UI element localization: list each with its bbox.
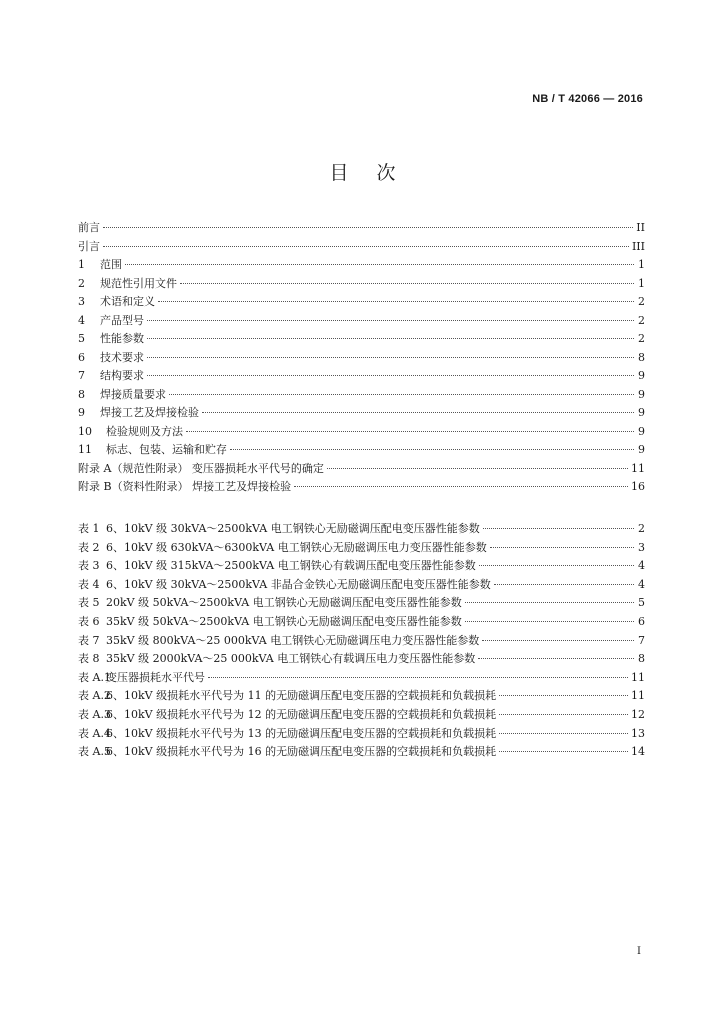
toc-entry-number: 5 <box>78 332 85 345</box>
toc-entry-page: 9 <box>638 406 645 419</box>
toc-entry-page: 1 <box>638 276 645 290</box>
dot-leader <box>230 449 634 450</box>
toc-entry-number: 表 A.3 <box>78 707 111 721</box>
toc-entry-title: 6、10kV 级 315kVA～2500kVA 电工钢铁心有载调压配电变压器性能参数 <box>106 559 476 573</box>
toc-entry-title: 6、10kV 级损耗水平代号为 16 的无励磁调压配电变压器的空载损耗和负载损耗 <box>106 745 497 759</box>
dot-leader <box>186 431 634 432</box>
toc-entry-title: 规范性引用文件 <box>100 276 177 290</box>
toc-entry-number: 11 <box>78 443 92 456</box>
toc-entry-title: 6、10kV 级 30kVA～2500kVA 电工钢铁心无励磁调压配电变压器性能参数 <box>106 522 480 535</box>
toc-entry-section-5[interactable] <box>78 330 645 349</box>
toc-entry-number: 9 <box>78 406 85 419</box>
toc-entry-number: 10 <box>78 424 92 438</box>
toc-entry-page: 11 <box>631 670 645 684</box>
toc-entry-page: 9 <box>638 369 645 382</box>
toc-entry-page: 2 <box>638 332 645 345</box>
toc-entry-page: 2 <box>638 313 645 327</box>
toc-entry-title: 焊接质量要求 <box>100 387 166 401</box>
toc-tables <box>78 520 645 762</box>
dot-leader <box>483 528 634 529</box>
toc-entry-page: 11 <box>631 689 645 703</box>
toc-entry-table-8[interactable] <box>78 650 645 669</box>
toc-entry-page: 16 <box>631 480 645 493</box>
toc-sections <box>78 219 645 497</box>
dot-leader <box>499 714 628 715</box>
dot-leader <box>327 468 628 469</box>
toc-entry-introduction[interactable] <box>78 238 645 257</box>
toc-entry-title: 20kV 级 50kVA～2500kVA 电工钢铁心无励磁调压配电变压器性能参数 <box>106 596 462 610</box>
toc-entry-page: 4 <box>638 559 645 573</box>
toc-entry-title: 术语和定义 <box>100 295 155 308</box>
toc-entry-annex-a[interactable] <box>78 460 645 479</box>
dot-leader <box>478 658 634 659</box>
toc-entry-table-a2[interactable] <box>78 687 645 706</box>
toc-entry-page: 3 <box>638 540 645 554</box>
toc-entry-title: 35kV 级 50kVA～2500kVA 电工钢铁心无励磁调压配电变压器性能参数 <box>106 614 462 628</box>
toc-entry-title: 性能参数 <box>100 332 144 345</box>
toc-entry-number: 表 6 <box>78 614 100 628</box>
toc-entry-page: III <box>631 239 645 253</box>
toc-entry-page: 7 <box>638 633 645 647</box>
toc-entry-table-1[interactable] <box>78 520 645 539</box>
toc-entry-page: 11 <box>631 461 645 475</box>
dot-leader <box>479 565 634 566</box>
toc-entry-title: 标志、包装、运输和贮存 <box>106 443 227 456</box>
toc-entry-number: 表 7 <box>78 633 100 647</box>
toc-entry-title: 6、10kV 级 630kVA～6300kVA 电工钢铁心无励磁调压电力变压器性能参数 <box>106 540 487 554</box>
toc-entry-number: 7 <box>78 369 85 382</box>
dot-leader <box>169 394 634 395</box>
toc-entry-table-a4[interactable] <box>78 725 645 744</box>
toc-entry-foreword[interactable] <box>78 219 645 238</box>
toc-entry-page: 9 <box>638 387 645 401</box>
toc-entry-table-a3[interactable] <box>78 706 645 725</box>
toc-entry-number: 1 <box>78 258 85 271</box>
toc-entry-table-2[interactable] <box>78 539 645 558</box>
toc-entry-title: 6、10kV 级 30kVA～2500kVA 非晶合金铁心无励磁调压配电变压器性能参数 <box>106 577 491 591</box>
toc-entry-title: 附录 A（规范性附录） 变压器损耗水平代号的确定 <box>78 461 324 475</box>
toc-entry-title: 技术要求 <box>100 350 144 364</box>
toc-entry-title: 检验规则及方法 <box>106 424 183 438</box>
toc-entry-section-9[interactable] <box>78 404 645 423</box>
toc-entry-number: 表 A.5 <box>78 745 111 759</box>
dot-leader <box>180 283 634 284</box>
toc-entry-page: 13 <box>631 726 645 740</box>
toc-entry-section-10[interactable] <box>78 423 645 442</box>
toc-entry-table-6[interactable] <box>78 613 645 632</box>
toc-entry-title: 6、10kV 级损耗水平代号为 13 的无励磁调压配电变压器的空载损耗和负载损耗 <box>106 726 497 740</box>
toc-entry-title: 附录 B（资料性附录） 焊接工艺及焊接检验 <box>78 480 292 493</box>
dot-leader <box>499 733 628 734</box>
toc-entry-table-a5[interactable] <box>78 743 645 762</box>
toc-entry-section-11[interactable] <box>78 441 645 460</box>
toc-entry-page: 9 <box>638 443 645 456</box>
dot-leader <box>147 357 634 358</box>
toc-entry-title: 前言 <box>78 221 100 234</box>
toc-entry-number: 表 A.1 <box>78 670 111 684</box>
toc-entry-page: 12 <box>631 707 645 721</box>
dot-leader <box>499 695 628 696</box>
dot-leader <box>494 584 634 585</box>
dot-leader <box>499 751 628 752</box>
toc-entry-table-5[interactable] <box>78 594 645 613</box>
toc-entry-title: 35kV 级 800kVA～25 000kVA 电工钢铁心无励磁调压电力变压器性能参数 <box>106 633 480 647</box>
dot-leader <box>125 264 634 265</box>
toc-entry-number: 8 <box>78 387 85 401</box>
dot-leader <box>147 338 634 339</box>
toc-entry-title: 引言 <box>78 239 100 253</box>
toc-entry-page: II <box>636 221 645 234</box>
dot-leader <box>103 246 629 247</box>
toc-entry-table-7[interactable] <box>78 632 645 651</box>
toc-entry-title: 结构要求 <box>100 369 144 382</box>
toc-entry-table-3[interactable] <box>78 557 645 576</box>
dot-leader <box>202 412 634 413</box>
toc-entry-table-4[interactable] <box>78 576 645 595</box>
dot-leader <box>147 320 634 321</box>
toc-entry-number: 表 1 <box>78 522 100 535</box>
toc-entry-number: 表 A.2 <box>78 689 111 703</box>
toc-entry-page: 6 <box>638 614 645 628</box>
page-title: 目次 <box>329 162 424 184</box>
toc-entry-title: 变压器损耗水平代号 <box>106 670 205 684</box>
toc-entry-section-4[interactable] <box>78 312 645 331</box>
dot-leader <box>103 227 633 228</box>
toc-entry-number: 表 3 <box>78 559 100 573</box>
toc-entry-title: 产品型号 <box>100 313 144 327</box>
toc-entry-section-8[interactable] <box>78 386 645 405</box>
toc-entry-page: 2 <box>638 295 645 308</box>
toc-entry-section-1[interactable] <box>78 256 645 275</box>
toc-entry-section-3[interactable] <box>78 293 645 312</box>
toc-entry-page: 1 <box>638 258 645 271</box>
toc-entry-number: 表 4 <box>78 577 100 591</box>
toc-entry-title: 范围 <box>100 258 122 271</box>
toc-entry-number: 6 <box>78 350 85 364</box>
dot-leader <box>158 301 634 302</box>
dot-leader <box>490 547 634 548</box>
toc-entry-page: 9 <box>638 424 645 438</box>
dot-leader <box>208 677 628 678</box>
dot-leader <box>465 621 634 622</box>
toc-entry-number: 2 <box>78 276 85 290</box>
dot-leader <box>147 375 634 376</box>
toc-entry-section-7[interactable] <box>78 367 645 386</box>
page-folio: I <box>637 946 641 957</box>
toc-entry-page: 5 <box>638 596 645 610</box>
dot-leader <box>482 640 634 641</box>
toc-entry-number: 表 A.4 <box>78 726 111 740</box>
toc-entry-section-2[interactable] <box>78 275 645 294</box>
dot-leader <box>465 602 634 603</box>
toc-entry-title: 6、10kV 级损耗水平代号为 11 的无励磁调压配电变压器的空载损耗和负载损耗 <box>106 689 497 703</box>
toc-entry-page: 2 <box>638 522 645 535</box>
toc-entry-page: 4 <box>638 577 645 591</box>
toc-entry-page: 8 <box>638 652 645 666</box>
toc-entry-title: 焊接工艺及焊接检验 <box>100 406 199 419</box>
toc-entry-section-6[interactable] <box>78 349 645 368</box>
toc-entry-title: 6、10kV 级损耗水平代号为 12 的无励磁调压配电变压器的空载损耗和负载损耗 <box>106 707 497 721</box>
toc-entry-number: 表 8 <box>78 652 100 666</box>
toc-entry-title: 35kV 级 2000kVA～25 000kVA 电工钢铁心有载调压电力变压器性能参数 <box>106 652 476 666</box>
toc-entry-number: 4 <box>78 313 85 327</box>
toc-entry-page: 14 <box>631 745 645 759</box>
toc-entry-table-a1[interactable] <box>78 669 645 688</box>
dot-leader <box>294 486 628 487</box>
toc-entry-number: 3 <box>78 295 85 308</box>
toc-entry-annex-b[interactable] <box>78 478 645 497</box>
toc-entry-number: 表 5 <box>78 596 100 610</box>
standard-code: NB / T 42066 — 2016 <box>532 93 643 105</box>
toc-entry-page: 8 <box>638 350 645 364</box>
toc-entry-number: 表 2 <box>78 540 100 554</box>
